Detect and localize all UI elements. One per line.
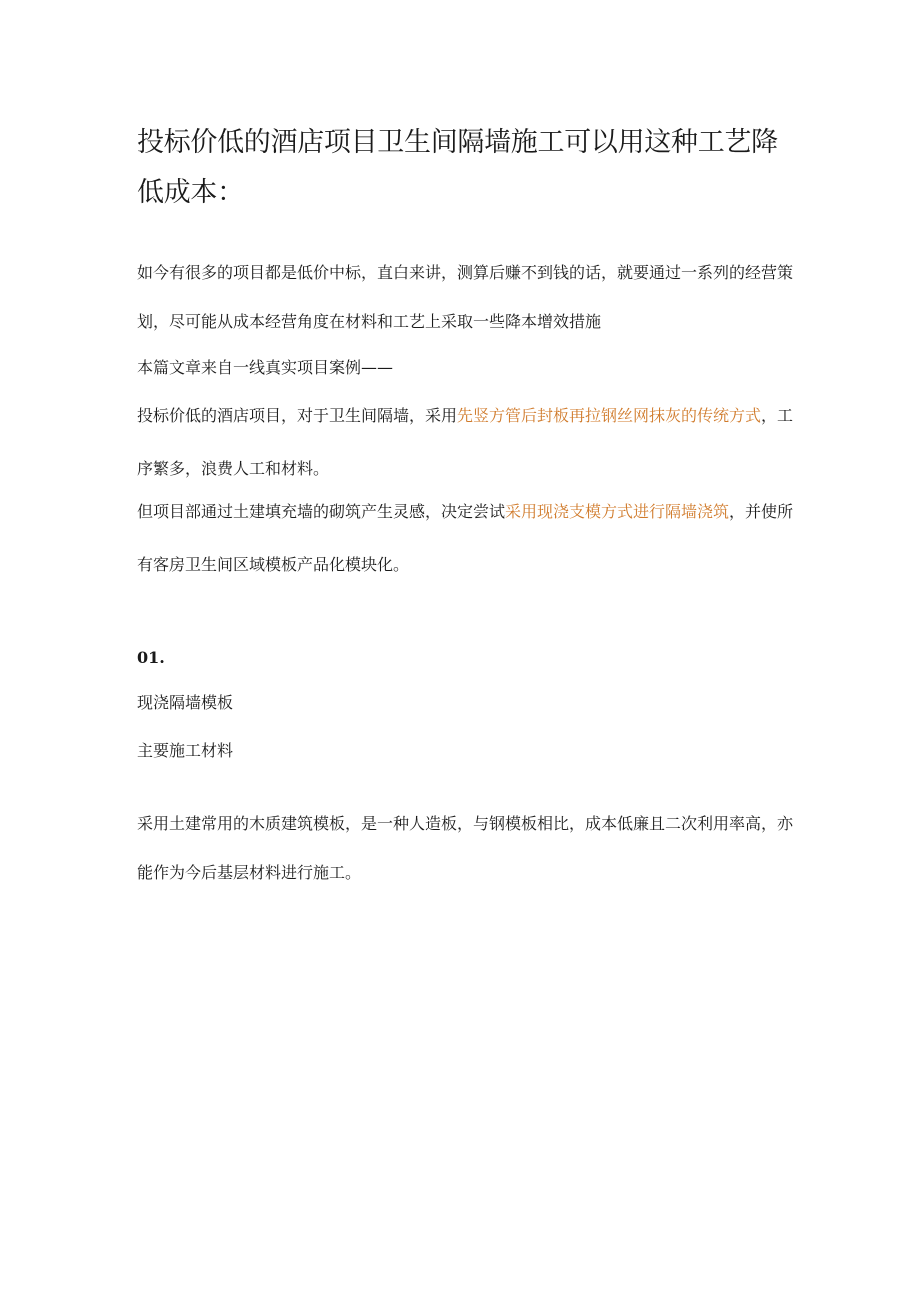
intro-paragraph-2: 本篇文章来自一线真实项目案例—— (137, 358, 394, 377)
intro-p3-text-a: 投标价低的酒店项目，对于卫生间隔墙，采用 (137, 406, 458, 425)
section-number: 01. (137, 648, 165, 667)
intro-p3-text-b: ，工序繁多，浪费人工和材料。 (137, 406, 794, 478)
intro-p4-text-a: 但项目部通过土建填充墙的砌筑产生灵感，决定尝试 (137, 502, 506, 521)
intro-paragraph-1: 如今有很多的项目都是低价中标，直白来讲，测算后赚不到钱的话，就要通过一系列的经营策划，尽可能从成本经营角度在材料和工艺上采取一些降本增效措施 (137, 263, 794, 331)
intro-p4-highlight: 采用现浇支模方式进行隔墙浇筑 (505, 502, 730, 521)
section-heading: 现浇隔墙模板 (137, 693, 234, 712)
section-subheading: 主要施工材料 (137, 741, 234, 760)
intro-paragraph-3 (137, 389, 799, 495)
section-body: 采用土建常用的木质建筑模板，是一种人造板，与钢模板相比，成本低廉且二次利用率高，亦能作为今后基层材料进行施工。 (137, 814, 794, 882)
intro-paragraph-4 (137, 485, 799, 591)
intro-p3-highlight: 先竖方管后封板再拉钢丝网抹灰的传统方式 (457, 406, 762, 425)
article-title: 投标价低的酒店项目卫生间隔墙施工可以用这种工艺降低成本： (137, 127, 778, 208)
intro-p4-text-b: ，并使所有客房卫生间区域模板产品化模块化。 (137, 502, 794, 574)
